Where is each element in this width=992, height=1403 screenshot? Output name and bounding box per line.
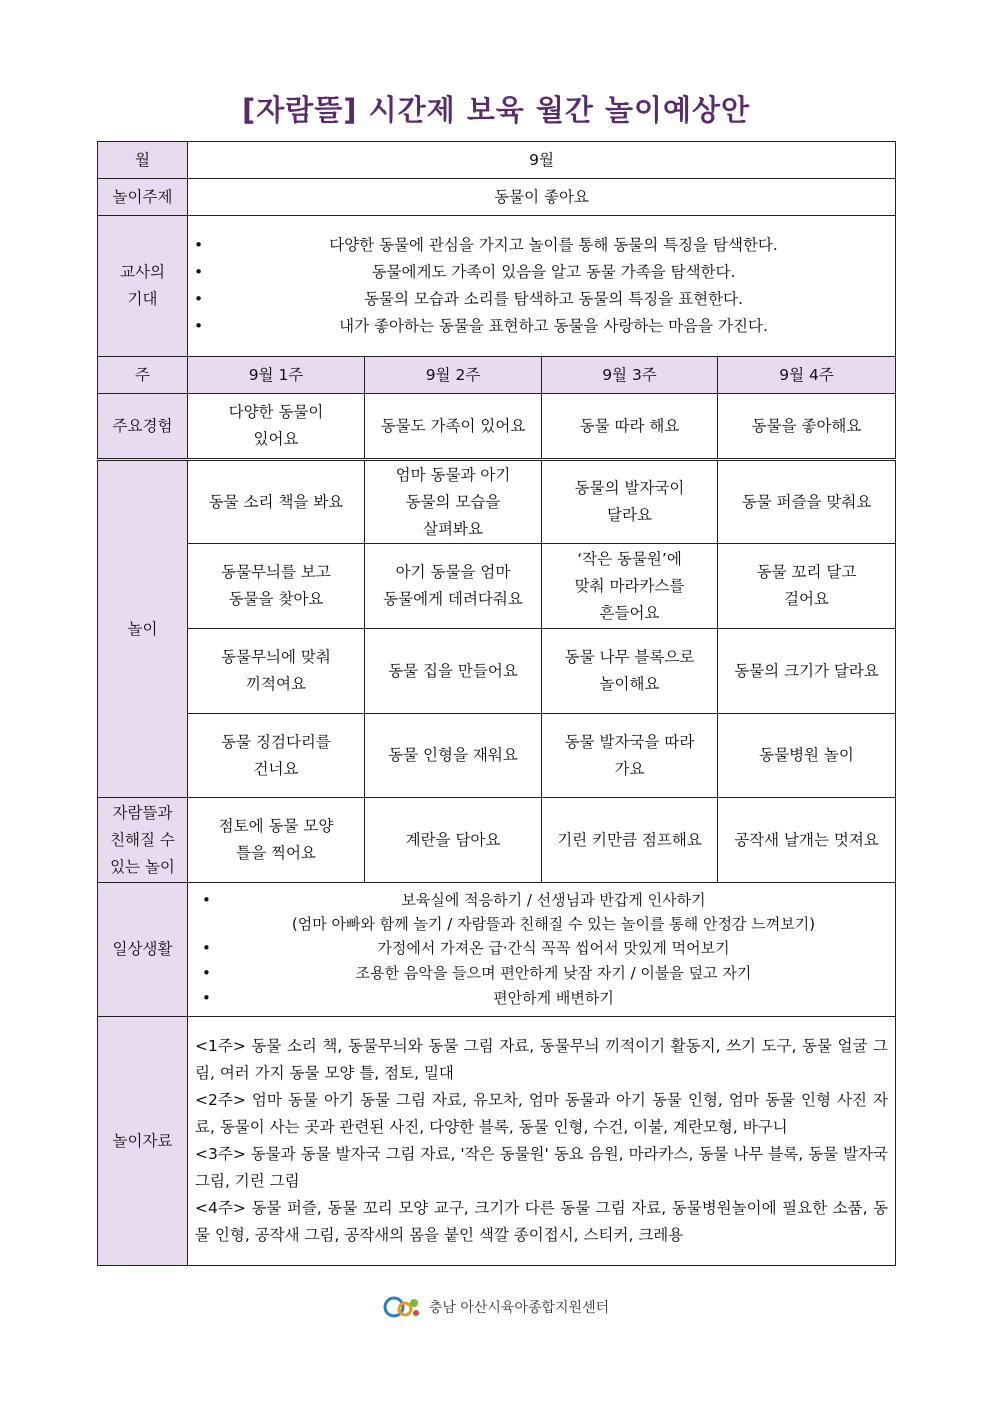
play-cell: 동물 집을 만들어요 (365, 629, 542, 714)
bonding-play-row (98, 798, 896, 883)
play-cell: 동물 꼬리 달고 걸어요 (718, 544, 896, 629)
bonding-play-cell: 계란을 담아요 (365, 798, 542, 883)
experience-cell: 동물 따라 해요 (542, 394, 718, 460)
bonding-play-cell: 기린 키만큼 점프해요 (542, 798, 718, 883)
play-label: 놀이 (98, 460, 188, 798)
materials-week-3: <3주> 동물과 동물 발자국 그림 자료, '작은 동물원' 동요 음원, 마라카스, 동물 나무 블록, 동물 발자국 그림, 기린 그림 (195, 1145, 889, 1190)
play-cell: 동물 징검다리를 건너요 (188, 714, 365, 798)
expectation-item: • 다양한 동물에 관심을 가지고 놀이를 통해 동물의 특징을 탐색한다. (212, 232, 895, 259)
daily-life-label: 일상생활 (98, 883, 188, 1017)
play-cell: 동물무늬를 보고 동물을 찾아요 (188, 544, 365, 629)
expectation-label: 교사의 기대 (98, 216, 188, 357)
expectation-row (98, 216, 896, 357)
daily-life-subitem: (엄마 아빠와 함께 놀기 / 자람뜰과 친해질 수 있는 놀이를 통해 안정감 느껴보기) (291, 915, 816, 933)
materials-week-2: <2주> 엄마 동물 아기 동물 그림 자료, 유모차, 엄마 동물과 아기 동물 인형, 엄마 동물 인형 사진 자료, 동물이 사는 곳과 관련된 사진, 다양한 블록, 동물 인형, 수건, 이불, 계란모형, 바구니 (195, 1091, 889, 1136)
play-cell: 동물 퍼즐을 맞춰요 (718, 460, 896, 544)
theme-value: 동물이 좋아요 (188, 179, 896, 216)
theme-row (98, 179, 896, 216)
experience-cell: 동물을 좋아해요 (718, 394, 896, 460)
play-cell: 동물의 발자국이 달라요 (542, 460, 718, 544)
bonding-play-label: 자람뜰과 친해질 수 있는 놀이 (98, 798, 188, 883)
play-row (98, 460, 896, 544)
play-row (98, 629, 896, 714)
week-header: 9월 2주 (365, 357, 542, 394)
month-value: 9월 (188, 142, 896, 179)
page-title: [자람뜰] 시간제 보육 월간 놀이예상안 (241, 93, 751, 127)
materials-week-4: <4주> 동물 퍼즐, 동물 꼬리 모양 교구, 크기가 다른 동물 그림 자료, 동물병원놀이에 필요한 소품, 동물 인형, 공작새 그림, 공작새의 몸을 붙인 색깔 종이접시, 스티커, 크레용 (195, 1199, 889, 1244)
plan-table (97, 141, 896, 1266)
month-label: 월 (98, 142, 188, 179)
month-row (98, 142, 896, 179)
week-header: 9월 1주 (188, 357, 365, 394)
play-cell: 동물의 크기가 달라요 (718, 629, 896, 714)
play-row (98, 714, 896, 798)
play-row (98, 544, 896, 629)
bonding-play-cell: 공작새 날개는 멋져요 (718, 798, 896, 883)
experience-cell: 다양한 동물이 있어요 (188, 394, 365, 460)
daily-life-cell (188, 883, 896, 1017)
play-cell: 동물 발자국을 따라 가요 (542, 714, 718, 798)
week-row (98, 357, 896, 394)
materials-week-1: <1주> 동물 소리 책, 동물무늬와 동물 그림 자료, 동물무늬 끼적이기 활동지, 쓰기 도구, 동물 얼굴 그림, 여러 가지 동물 모양 틀, 점토, 밀대 (195, 1037, 889, 1082)
play-cell: 엄마 동물과 아기 동물의 모습을 살펴봐요 (365, 460, 542, 544)
bonding-play-cell: 점토에 동물 모양 틀을 찍어요 (188, 798, 365, 883)
materials-row (98, 1017, 896, 1266)
week-header: 9월 4주 (718, 357, 896, 394)
play-cell: 동물무늬에 맞춰 끼적여요 (188, 629, 365, 714)
play-cell: 동물병원 놀이 (718, 714, 896, 798)
materials-label: 놀이자료 (98, 1017, 188, 1266)
expectation-item: • 동물의 모습과 소리를 탐색하고 동물의 특징을 표현한다. (212, 286, 895, 313)
theme-label: 놀이주제 (98, 179, 188, 216)
experience-cell: 동물도 가족이 있어요 (365, 394, 542, 460)
experience-label: 주요경험 (98, 394, 188, 460)
expectation-item: • 내가 좋아하는 동물을 표현하고 동물을 사랑하는 마음을 가진다. (212, 313, 895, 340)
play-cell: 아기 동물을 엄마 동물에게 데려다줘요 (365, 544, 542, 629)
week-header: 9월 3주 (542, 357, 718, 394)
play-cell: 동물 나무 블록으로 놀이해요 (542, 629, 718, 714)
play-cell: 동물 소리 책을 봐요 (188, 460, 365, 544)
daily-life-item: • 편안하게 배변하기 (220, 986, 887, 1011)
play-cell: 동물 인형을 재워요 (365, 714, 542, 798)
daily-life-item: • 보육실에 적응하기 / 선생님과 반갑게 인사하기 (엄마 아빠와 함께 놀기 / 자람뜰과 친해질 수 있는 놀이를 통해 안정감 느껴보기) (220, 888, 887, 936)
footer (0, 1292, 992, 1322)
materials-cell (188, 1017, 896, 1266)
expectation-item: • 동물에게도 가족이 있음을 알고 동물 가족을 탐색한다. (212, 259, 895, 286)
daily-life-item: • 조용한 음악을 들으며 편안하게 낮잠 자기 / 이불을 덮고 자기 (220, 961, 887, 986)
week-label: 주 (98, 357, 188, 394)
experience-row (98, 394, 896, 460)
center-logo-icon (383, 1294, 421, 1320)
daily-life-item: • 가정에서 가져온 급·간식 꼭꼭 씹어서 맛있게 먹어보기 (220, 936, 887, 961)
play-cell: ‘작은 동물원’에 맞춰 마라카스를 흔들어요 (542, 544, 718, 629)
daily-life-row (98, 883, 896, 1017)
expectation-list-cell (188, 216, 896, 357)
footer-org-name: 충남 아산시육아종합지원센터 (428, 1300, 610, 1316)
